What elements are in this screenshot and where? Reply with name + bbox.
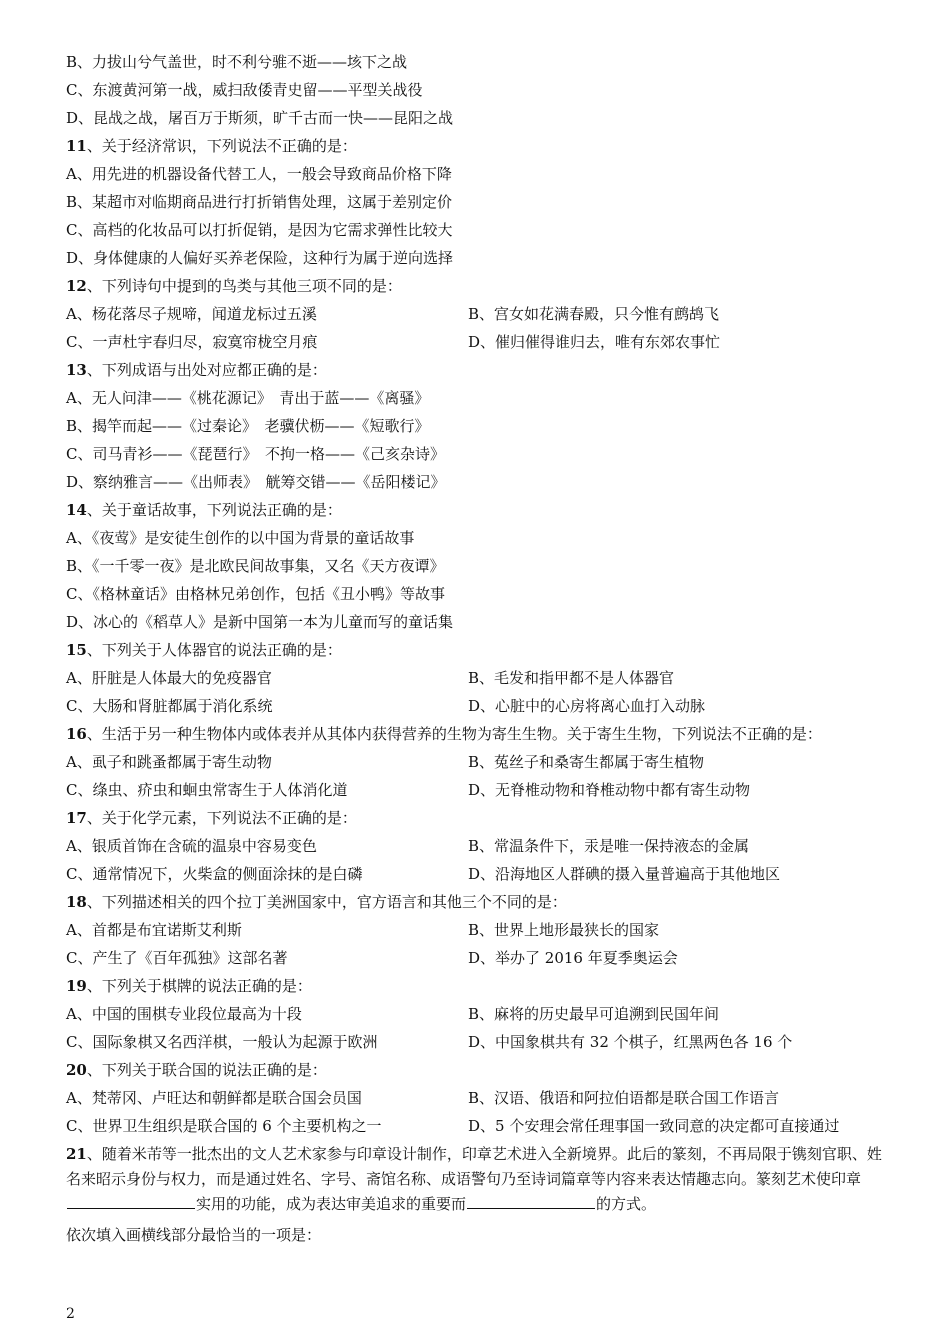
q12-option-a: A、杨花落尽子规啼，闻道龙标过五溪 <box>66 305 317 323</box>
q15-option-d: D、心脏中的心房将离心血打入动脉 <box>468 697 706 715</box>
q11-option-a: A、用先进的机器设备代替工人，一般会导致商品价格下降 <box>66 165 452 183</box>
q17-row-1 <box>66 832 896 860</box>
q12-row-2 <box>66 328 896 356</box>
q16-stem <box>66 720 896 748</box>
q14-number: 14 <box>66 501 87 519</box>
q17-number: 17 <box>66 809 87 827</box>
q11-number: 11 <box>66 137 87 155</box>
q21-stem-part2: 实用的功能，成为表达审美追求的重要而 <box>196 1195 467 1213</box>
q17-stem-text: 、关于化学元素，下列说法不正确的是： <box>86 809 357 827</box>
q20-option-a: A、梵蒂冈、卢旺达和朝鲜都是联合国会员国 <box>66 1089 362 1107</box>
q15-row-2 <box>66 692 896 720</box>
q20-row-1 <box>66 1084 896 1112</box>
q17-option-a: A、银质首饰在含硫的温泉中容易变色 <box>66 837 317 855</box>
q16-option-d: D、无脊椎动物和脊椎动物中都有寄生动物 <box>468 781 751 799</box>
q21-stem-part1: 、随着米芾等一批杰出的文人艺术家参与印章设计制作，印章艺术进入全新境界。此后的篆刻，不再局限于镌刻官职、姓名来昭示身份与权力，而是通过姓名、字号、斋馆名称、成语警句乃至诗词篇章等内容来表达情趣志向。篆刻艺术使印章 <box>66 1145 882 1188</box>
q21-stem-part3: 的方式。 <box>596 1195 657 1213</box>
q19-stem-text: 、下列关于棋牌的说法正确的是： <box>86 977 312 995</box>
exam-page <box>66 48 896 1249</box>
q14-option-b: B、《一千零一夜》是北欧民间故事集，又名《天方夜谭》 <box>66 557 445 575</box>
q13-stem-text: 、下列成语与出处对应都正确的是： <box>86 361 327 379</box>
q15-option-a: A、肝脏是人体最大的免疫器官 <box>66 669 272 687</box>
q15-stem <box>66 636 896 664</box>
q12-option-c: C、一声杜宇春归尽，寂寞帘栊空月痕 <box>66 333 318 351</box>
q20-option-d: D、5 个安理会常任理事国一致同意的决定都可直接通过 <box>468 1117 840 1135</box>
q18-option-d: D、举办了 2016 年夏季奥运会 <box>468 949 678 967</box>
q16-number: 16 <box>66 725 87 743</box>
q19-option-a: A、中国的围棋专业段位最高为十段 <box>66 1005 302 1023</box>
q19-option-c: C、国际象棋又名西洋棋，一般认为起源于欧洲 <box>66 1033 378 1051</box>
q20-row-2 <box>66 1112 896 1140</box>
q16-option-a: A、虱子和跳蚤都属于寄生动物 <box>66 753 272 771</box>
q18-option-b: B、世界上地形最狭长的国家 <box>468 921 660 939</box>
q11-option-d: D、身体健康的人偏好买养老保险，这种行为属于逆向选择 <box>66 249 454 267</box>
q21-blank-1 <box>67 1194 195 1209</box>
q18-option-a: A、首都是布宜诺斯艾利斯 <box>66 921 242 939</box>
q21-prompt: 依次填入画横线部分最恰当的一项是： <box>66 1226 322 1244</box>
q17-option-d: D、沿海地区人群碘的摄入量普遍高于其他地区 <box>468 865 781 883</box>
q11-stem-text: 、关于经济常识，下列说法不正确的是： <box>86 137 357 155</box>
q14-stem <box>66 496 896 524</box>
q18-stem-text: 、下列描述相关的四个拉丁美洲国家中，官方语言和其他三个不同的是： <box>86 893 567 911</box>
q16-row-1 <box>66 748 896 776</box>
q19-number: 19 <box>66 977 87 995</box>
q20-stem-text: 、下列关于联合国的说法正确的是： <box>86 1061 327 1079</box>
q13-option-a: A、无人问津——《桃花源记》 青出于蓝——《离骚》 <box>66 389 430 407</box>
q16-row-2 <box>66 776 896 804</box>
q19-row-2 <box>66 1028 896 1056</box>
q10-option-b: B、力拔山兮气盖世，时不利兮骓不逝——垓下之战 <box>66 53 408 71</box>
q18-option-c: C、产生了《百年孤独》这部名著 <box>66 949 288 967</box>
q15-number: 15 <box>66 641 87 659</box>
q17-row-2 <box>66 860 896 888</box>
q17-option-c: C、通常情况下，火柴盒的侧面涂抹的是白磷 <box>66 865 363 883</box>
q15-row-1 <box>66 664 896 692</box>
q18-row-1 <box>66 916 896 944</box>
q13-option-c: C、司马青衫——《琵琶行》 不拘一格——《己亥杂诗》 <box>66 445 445 463</box>
q11-stem <box>66 132 896 160</box>
q17-stem <box>66 804 896 832</box>
q16-option-c: C、绦虫、疥虫和蛔虫常寄生于人体消化道 <box>66 781 348 799</box>
q18-row-2 <box>66 944 896 972</box>
q13-stem <box>66 356 896 384</box>
q18-number: 18 <box>66 893 87 911</box>
q21-number: 21 <box>66 1145 87 1163</box>
q20-stem <box>66 1056 896 1084</box>
q11-option-b: B、某超市对临期商品进行打折销售处理，这属于差别定价 <box>66 193 453 211</box>
q20-number: 20 <box>66 1061 87 1079</box>
q13-option-d: D、察纳雅言——《出师表》 觥筹交错——《岳阳楼记》 <box>66 473 446 491</box>
q14-option-a: A、《夜莺》是安徒生创作的以中国为背景的童话故事 <box>66 529 415 547</box>
q12-stem <box>66 272 896 300</box>
q20-option-b: B、汉语、俄语和阿拉伯语都是联合国工作语言 <box>468 1089 780 1107</box>
q13-option-b: B、揭竿而起——《过秦论》 老骥伏枥——《短歌行》 <box>66 417 430 435</box>
q10-option-d: D、昆战之战，屠百万于斯须，旷千古而一快——昆阳之战 <box>66 109 454 127</box>
q12-stem-text: 、下列诗句中提到的鸟类与其他三项不同的是： <box>86 277 402 295</box>
q21-stem <box>66 1140 896 1217</box>
q16-option-b: B、菟丝子和桑寄生都属于寄生植物 <box>468 753 705 771</box>
q12-option-d: D、催归催得谁归去，唯有东郊农事忙 <box>468 333 721 351</box>
q15-option-c: C、大肠和肾脏都属于消化系统 <box>66 697 273 715</box>
page-number: 2 <box>66 1306 75 1322</box>
q21-blank-2 <box>467 1194 595 1209</box>
q18-stem <box>66 888 896 916</box>
q14-stem-text: 、关于童话故事，下列说法正确的是： <box>86 501 342 519</box>
q12-option-b: B、宫女如花满春殿，只今惟有鹧鸪飞 <box>468 305 720 323</box>
q12-number: 12 <box>66 277 87 295</box>
q16-stem-text: 、生活于另一种生物体内或体表并从其体内获得营养的生物为寄生生物。关于寄生生物，下列说法不正确的是： <box>86 725 822 743</box>
q12-row-1 <box>66 300 896 328</box>
q11-option-c: C、高档的化妆品可以打折促销，是因为它需求弹性比较大 <box>66 221 453 239</box>
q14-option-c: C、《格林童话》由格林兄弟创作，包括《丑小鸭》等故事 <box>66 585 445 603</box>
q14-option-d: D、冰心的《稻草人》是新中国第一本为儿童而写的童话集 <box>66 613 454 631</box>
q17-option-b: B、常温条件下，汞是唯一保持液态的金属 <box>468 837 750 855</box>
q13-number: 13 <box>66 361 87 379</box>
q19-row-1 <box>66 1000 896 1028</box>
q10-option-c: C、东渡黄河第一战，威扫敌倭青史留——平型关战役 <box>66 81 423 99</box>
q15-stem-text: 、下列关于人体器官的说法正确的是： <box>86 641 342 659</box>
q15-option-b: B、毛发和指甲都不是人体器官 <box>468 669 675 687</box>
q19-option-d: D、中国象棋共有 32 个棋子，红黑两色各 16 个 <box>468 1033 793 1051</box>
q19-stem <box>66 972 896 1000</box>
q20-option-c: C、世界卫生组织是联合国的 6 个主要机构之一 <box>66 1117 382 1135</box>
q19-option-b: B、麻将的历史最早可追溯到民国年间 <box>468 1005 720 1023</box>
